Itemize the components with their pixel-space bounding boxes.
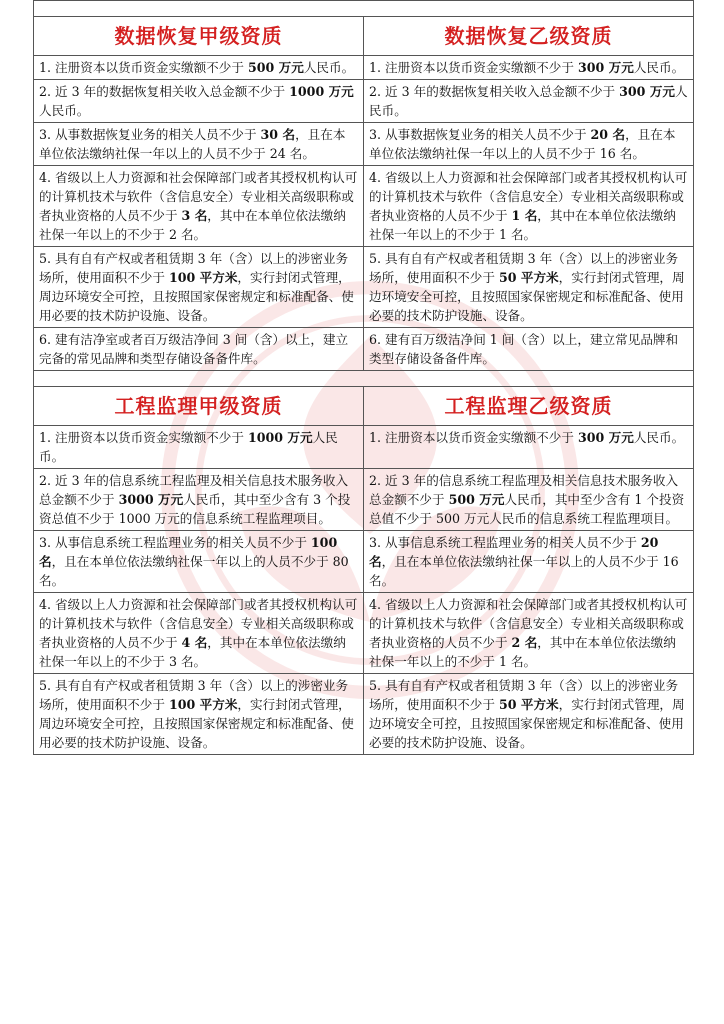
item-text: 从事信息系统工程监理业务的相关人员不少于 <box>385 535 641 550</box>
requirement-cell <box>364 593 694 674</box>
item-emphasis: 500 万元 <box>247 60 304 75</box>
item-number: 1. <box>39 430 52 445</box>
section-header-row <box>34 17 694 56</box>
requirement-row <box>34 593 694 674</box>
requirement-cell <box>364 56 694 80</box>
table-body <box>34 1 694 755</box>
item-text: ，且在本单位依法缴纳社保一年以上的人员不少于 16 名。 <box>369 127 676 161</box>
requirement-cell <box>34 674 364 755</box>
item-text: 人民币。 <box>39 430 338 464</box>
item-text: ，且在本单位依法缴纳社保一年以上的人员不少于 24 名。 <box>39 127 346 161</box>
item-text: 省级以上人力资源和社会保障部门或者其授权机构认可的计算机技术与软件（含信息安全）专业相关高级职称或者执业资格的人员不少于 <box>369 597 688 650</box>
item-text: ，其中在本单位依法缴纳社保一年以上的不少于 1 名。 <box>369 635 676 669</box>
requirement-row <box>34 247 694 328</box>
requirement-cell <box>364 80 694 123</box>
item-text: 从事数据恢复业务的相关人员不少于 <box>385 127 591 142</box>
item-text: 建有百万级洁净间 1 间（含）以上，建立常见品牌和类型存储设备备件库。 <box>369 332 679 366</box>
requirement-cell <box>34 166 364 247</box>
item-number: 1. <box>369 60 382 75</box>
item-text: ，且在本单位依法缴纳社保一年以上的人员不少于 16 名。 <box>369 554 679 588</box>
item-text: 人民币。 <box>633 430 685 445</box>
item-number: 2. <box>369 473 382 488</box>
item-number: 5. <box>369 678 382 693</box>
item-text: 省级以上人力资源和社会保障部门或者其授权机构认可的计算机技术与软件（含信息安全）专业相关高级职称或者执业资格的人员不少于 <box>369 170 688 223</box>
item-emphasis: 100 平方米 <box>168 697 238 712</box>
item-emphasis: 50 平方米 <box>498 270 559 285</box>
section-title: 工程监理乙级资质 <box>364 387 694 426</box>
item-emphasis: 3000 万元 <box>118 492 184 507</box>
item-text: 人民币。 <box>303 60 355 75</box>
requirement-row <box>34 469 694 531</box>
requirement-cell <box>34 593 364 674</box>
item-emphasis: 300 万元 <box>577 60 634 75</box>
requirement-cell <box>34 80 364 123</box>
item-text: 近 3 年的信息系统工程监理及相关信息技术服务收入总金额不少于 <box>369 473 679 507</box>
requirement-cell <box>34 123 364 166</box>
item-text: 具有自有产权或者租赁期 3 年（含）以上的涉密业务场所，使用面积不少于 <box>39 678 349 712</box>
requirement-row <box>34 80 694 123</box>
item-text: 近 3 年的信息系统工程监理及相关信息技术服务收入总金额不少于 <box>39 473 349 507</box>
item-emphasis: 20 名 <box>369 535 659 569</box>
section-title: 工程监理甲级资质 <box>34 387 364 426</box>
item-emphasis: 1000 万元 <box>289 84 354 99</box>
section-title: 数据恢复甲级资质 <box>34 17 364 56</box>
item-text: ，实行封闭式管理，周边环境安全可控，且按照国家保密规定和标准配备、使用必要的技术防护设施、设备。 <box>39 697 354 750</box>
item-text: 人民币。 <box>633 60 685 75</box>
requirement-cell <box>364 123 694 166</box>
qualification-table <box>33 0 694 755</box>
item-number: 6. <box>39 332 52 347</box>
item-number: 4. <box>369 170 382 185</box>
item-text: ，且在本单位依法缴纳社保一年以上的人员不少于 80 名。 <box>39 554 349 588</box>
requirement-row <box>34 674 694 755</box>
item-number: 1. <box>369 430 382 445</box>
requirement-cell <box>364 674 694 755</box>
section-title: 数据恢复乙级资质 <box>364 17 694 56</box>
item-text: 注册资本以货币资金实缴额不少于 <box>385 60 578 75</box>
item-text: ，其中在本单位依法缴纳社保一年以上的不少于 1 名。 <box>369 208 676 242</box>
spacer-row <box>34 1 694 17</box>
requirement-row <box>34 426 694 469</box>
requirement-cell <box>364 247 694 328</box>
item-text: 具有自有产权或者租赁期 3 年（含）以上的涉密业务场所，使用面积不少于 <box>39 251 349 285</box>
item-number: 3. <box>369 127 382 142</box>
requirement-row <box>34 328 694 371</box>
item-emphasis: 100 名 <box>39 535 338 569</box>
item-number: 4. <box>39 170 52 185</box>
requirement-cell <box>364 426 694 469</box>
item-text: ，其中在本单位依法缴纳社保一年以上的不少于 2 名。 <box>39 208 346 242</box>
item-text: 从事数据恢复业务的相关人员不少于 <box>55 127 261 142</box>
item-emphasis: 1000 万元 <box>247 430 313 445</box>
item-number: 4. <box>369 597 382 612</box>
item-number: 2. <box>39 473 52 488</box>
item-text: 注册资本以货币资金实缴额不少于 <box>55 60 248 75</box>
item-number: 3. <box>369 535 382 550</box>
item-number: 6. <box>369 332 382 347</box>
item-number: 2. <box>369 84 382 99</box>
item-text: 近 3 年的数据恢复相关收入总金额不少于 <box>385 84 620 99</box>
spacer-cell <box>34 371 694 387</box>
spacer-row <box>34 371 694 387</box>
item-emphasis: 20 名 <box>590 127 626 142</box>
item-emphasis: 300 万元 <box>619 84 676 99</box>
requirement-cell <box>34 247 364 328</box>
item-text: 具有自有产权或者租赁期 3 年（含）以上的涉密业务场所，使用面积不少于 <box>369 251 679 285</box>
requirement-cell <box>364 531 694 593</box>
item-emphasis: 2 名 <box>511 635 538 650</box>
item-text: 人民币，其中至少含有 3 个投资总值不少于 1000 万元的信息系统工程监理项目。 <box>39 492 351 526</box>
item-text: 省级以上人力资源和社会保障部门或者其授权机构认可的计算机技术与软件（含信息安全）专业相关高级职称或者执业资格的人员不少于 <box>39 597 358 650</box>
item-number: 1. <box>39 60 52 75</box>
item-text: 人民币，其中至少含有 1 个投资总值不少于 500 万元人民币的信息系统工程监理项目。 <box>369 492 685 526</box>
item-text: 从事信息系统工程监理业务的相关人员不少于 <box>55 535 311 550</box>
item-text: ，实行封闭式管理，周边环境安全可控，且按照国家保密规定和标准配备、使用必要的技术防护设施、设备。 <box>369 270 685 323</box>
requirement-row <box>34 56 694 80</box>
item-number: 2. <box>39 84 52 99</box>
item-text: 人民币。 <box>39 103 90 118</box>
requirement-cell <box>364 328 694 371</box>
spacer-cell <box>34 1 694 17</box>
item-emphasis: 30 名 <box>260 127 296 142</box>
item-text: ，实行封闭式管理，周边环境安全可控，且按照国家保密规定和标准配备、使用必要的技术防护设施、设备。 <box>369 697 685 750</box>
item-text: 注册资本以货币资金实缴额不少于 <box>385 430 578 445</box>
requirement-cell <box>34 328 364 371</box>
item-emphasis: 50 平方米 <box>498 697 559 712</box>
section-header-row <box>34 387 694 426</box>
item-text: 近 3 年的数据恢复相关收入总金额不少于 <box>55 84 290 99</box>
requirement-cell <box>34 426 364 469</box>
item-number: 5. <box>39 678 52 693</box>
item-number: 5. <box>369 251 382 266</box>
item-text: ，实行封闭式管理，周边环境安全可控，且按照国家保密规定和标准配备、使用必要的技术防护设施、设备。 <box>39 270 354 323</box>
requirement-cell <box>364 166 694 247</box>
requirement-cell <box>34 469 364 531</box>
requirement-cell <box>34 56 364 80</box>
requirement-row <box>34 123 694 166</box>
item-text: 建有洁净室或者百万级洁净间 3 间（含）以上，建立完备的常见品牌和类型存储设备备件库。 <box>39 332 349 366</box>
item-emphasis: 1 名 <box>511 208 538 223</box>
item-emphasis: 4 名 <box>181 635 208 650</box>
item-number: 4. <box>39 597 52 612</box>
item-number: 3. <box>39 127 52 142</box>
item-text: 省级以上人力资源和社会保障部门或者其授权机构认可的计算机技术与软件（含信息安全）专业相关高级职称或者执业资格的人员不少于 <box>39 170 358 223</box>
requirement-row <box>34 166 694 247</box>
item-text: 人民币。 <box>369 84 688 118</box>
item-text: 注册资本以货币资金实缴额不少于 <box>55 430 248 445</box>
item-emphasis: 500 万元 <box>448 492 505 507</box>
item-text: 具有自有产权或者租赁期 3 年（含）以上的涉密业务场所，使用面积不少于 <box>369 678 679 712</box>
requirement-row <box>34 531 694 593</box>
requirement-cell <box>364 469 694 531</box>
requirement-cell <box>34 531 364 593</box>
item-number: 5. <box>39 251 52 266</box>
item-emphasis: 100 平方米 <box>168 270 238 285</box>
item-emphasis: 300 万元 <box>577 430 634 445</box>
item-number: 3. <box>39 535 52 550</box>
item-emphasis: 3 名 <box>181 208 208 223</box>
item-text: ，其中在本单位依法缴纳社保一年以上的不少于 3 名。 <box>39 635 346 669</box>
